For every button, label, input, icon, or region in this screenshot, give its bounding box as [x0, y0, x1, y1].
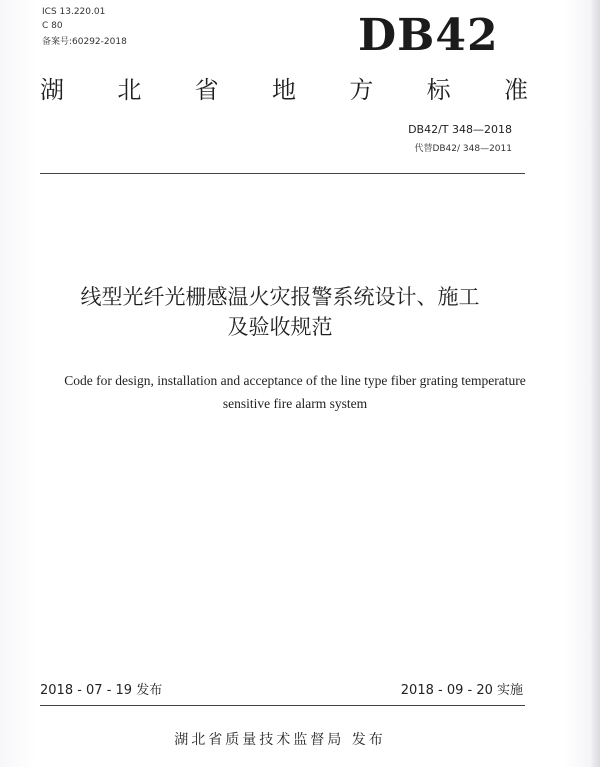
standard-type-char: 湖 — [40, 76, 64, 104]
standard-type-char: 北 — [117, 76, 142, 104]
chinese-title-line-1: 线型光纤光栅感温火灾报警系统设计、施工 — [80, 285, 480, 309]
implementation-date: 2018 - 09 - 20 实施 — [400, 683, 523, 698]
standard-type-char: 方 — [349, 76, 374, 104]
db42-logo: DB42 — [358, 10, 499, 61]
top-divider — [40, 173, 525, 174]
ccs-code: C 80 — [42, 21, 63, 31]
english-title-line-1: Code for design, installation and acceptance of the line type fiber grating temperature — [64, 373, 526, 388]
ics-code: ICS 13.220.01 — [42, 7, 106, 17]
standard-type-heading — [40, 74, 528, 106]
standard-type-char: 地 — [271, 76, 296, 104]
standard-number: DB42/T 348—2018 — [408, 123, 512, 136]
standard-type-char: 准 — [503, 76, 528, 104]
issuing-authority: 湖北省质量技术监督局 发布 — [174, 732, 386, 748]
chinese-title-line-2: 及验收规范 — [227, 315, 333, 339]
english-title — [20, 369, 570, 415]
standard-type-char: 标 — [426, 76, 451, 104]
issue-date: 2018 - 07 - 19 发布 — [40, 683, 163, 698]
bottom-divider — [40, 705, 525, 706]
standard-type-char: 省 — [194, 76, 219, 104]
record-number: 备案号:60292-2018 — [42, 37, 127, 47]
page-edge-shadow — [590, 0, 600, 767]
chinese-title — [0, 282, 560, 342]
replaces-standard: 代替DB42/ 348—2011 — [414, 144, 512, 154]
english-title-line-2: sensitive fire alarm system — [222, 396, 368, 411]
